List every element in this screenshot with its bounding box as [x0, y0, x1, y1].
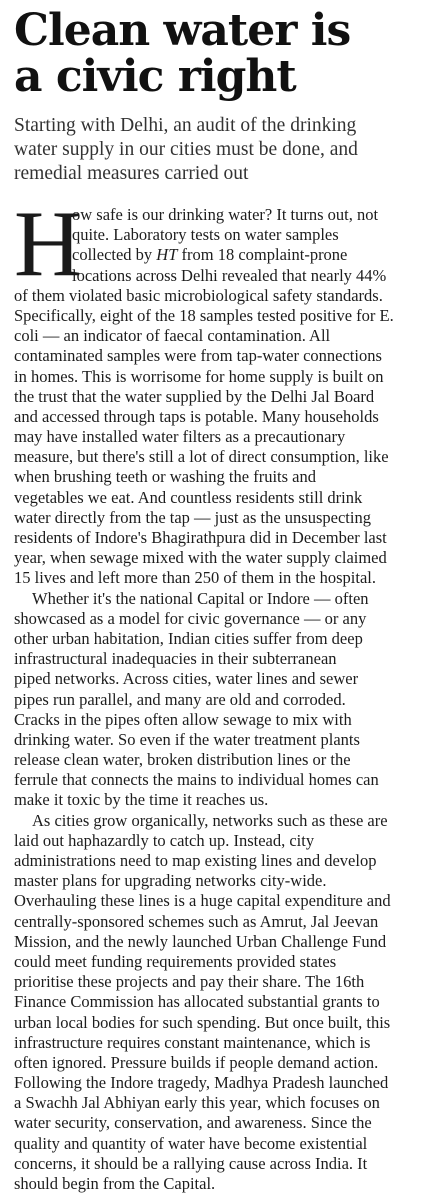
- body-line: Whether it's the national Capital or Indore — often: [32, 588, 369, 608]
- body-line: infrastructure requires constant maintenance, which is: [14, 1032, 371, 1052]
- body-line: 15 lives and left more than 250 of them in the hospital.: [14, 568, 377, 588]
- body-line: water directly from the tap — just as the unsuspecting: [14, 507, 371, 527]
- standfirst: [14, 114, 426, 186]
- standfirst-line-1: Starting with Delhi, an audit of the drinking: [14, 115, 357, 136]
- body-line: Following the Indore tragedy, Madhya Pradesh launched: [14, 1073, 389, 1093]
- body-line: of them violated basic microbiological safety standards.: [14, 285, 383, 305]
- article-page: [14, 0, 426, 1194]
- body-line: drinking water. So even if the water treatment plants: [14, 729, 360, 749]
- body-line: showcased as a model for civic governance — or any: [14, 608, 367, 628]
- article-body: [14, 192, 426, 1194]
- body-line: concerns, it should be a rallying cause across India. It: [14, 1153, 368, 1173]
- body-line: ow safe is our drinking water? It turns out, not: [72, 205, 379, 224]
- body-line: often ignored. Pressure builds if people demand action.: [14, 1052, 379, 1072]
- body-line: centrally-sponsored schemes such as Amrut, Jal Jeevan: [14, 911, 379, 931]
- body-line: ferrule that connects the mains to individual homes can: [14, 770, 379, 790]
- body-line: may have installed water filters as a precautionary: [14, 427, 346, 447]
- body-line: coli — an indicator of faecal contamination. All: [14, 326, 331, 346]
- drop-cap: H: [14, 192, 82, 296]
- body-line: quite. Laboratory tests on water samples: [72, 225, 339, 245]
- headline-line-1: Clean water is: [14, 5, 351, 56]
- body-line: Cracks in the pipes often allow sewage to mix with: [14, 709, 352, 729]
- body-line: make it toxic by the time it reaches us.: [14, 790, 269, 810]
- body-line: Specifically, eight of the 18 samples tested positive for E.: [14, 305, 394, 325]
- body-line: urban local bodies for such spending. But once built, this: [14, 1012, 391, 1032]
- body-line: infrastructural inadequacies in their subterranean: [14, 649, 337, 669]
- body-line: Finance Commission has allocated substantial grants to: [14, 992, 380, 1012]
- body-line: could meet funding requirements provided states: [14, 951, 337, 971]
- standfirst-line-3: remedial measures carried out: [14, 163, 249, 184]
- body-line: measure, but there's still a lot of direct consumption, like: [14, 447, 389, 467]
- body-line: laid out haphazardly to catch up. Instead, city: [14, 830, 315, 850]
- standfirst-line-2: water supply in our cities must be done, and: [14, 139, 358, 160]
- body-line: in homes. This is worrisome for home supply is built on: [14, 366, 384, 386]
- body-line: water security, conservation, and awareness. Since the: [14, 1113, 372, 1133]
- headline: [14, 5, 426, 102]
- body-line: release clean water, broken distribution lines or the: [14, 750, 351, 770]
- body-line: residents of Indore's Bhagirathpura did in December last: [14, 528, 387, 547]
- body-line: pipes run parallel, and many are old and corroded.: [14, 689, 346, 709]
- body-line: year, when sewage mixed with the water supply claimed: [14, 548, 387, 568]
- body-line: the trust that the water supplied by the Delhi Jal Board: [14, 386, 375, 406]
- body-line: Overhauling these lines is a huge capital expenditure and: [14, 891, 391, 911]
- headline-line-2: a civic right: [14, 51, 296, 102]
- body-line: collected by HT from 18 complaint-prone: [72, 245, 348, 265]
- body-line: and accessed through taps is potable. Many households: [14, 406, 379, 426]
- body-line: piped networks. Across cities, water lines and sewer: [14, 669, 359, 689]
- body-line: contaminated samples were from tap-water connections: [14, 346, 382, 366]
- body-line: other urban habitation, Indian cities suffer from deep: [14, 628, 363, 648]
- body-line: locations across Delhi revealed that nearly 44%: [72, 265, 387, 285]
- body-line: prioritise these projects and pay their share. The 16th: [14, 972, 365, 992]
- body-line: Mission, and the newly launched Urban Challenge Fund: [14, 931, 387, 951]
- body-line: quality and quantity of water have become existential: [14, 1133, 368, 1153]
- body-line: when brushing teeth or washing the fruits and: [14, 467, 316, 487]
- body-line: As cities grow organically, networks such as these are: [32, 810, 388, 830]
- body-line: vegetables we eat. And countless residents still drink: [14, 487, 363, 507]
- body-line: should begin from the Capital.: [14, 1174, 216, 1193]
- body-line: master plans for upgrading networks city-wide.: [14, 871, 327, 891]
- body-line: a Swachh Jal Abhiyan early this year, which focuses on: [14, 1093, 380, 1113]
- body-line: administrations need to map existing lines and develop: [14, 851, 377, 870]
